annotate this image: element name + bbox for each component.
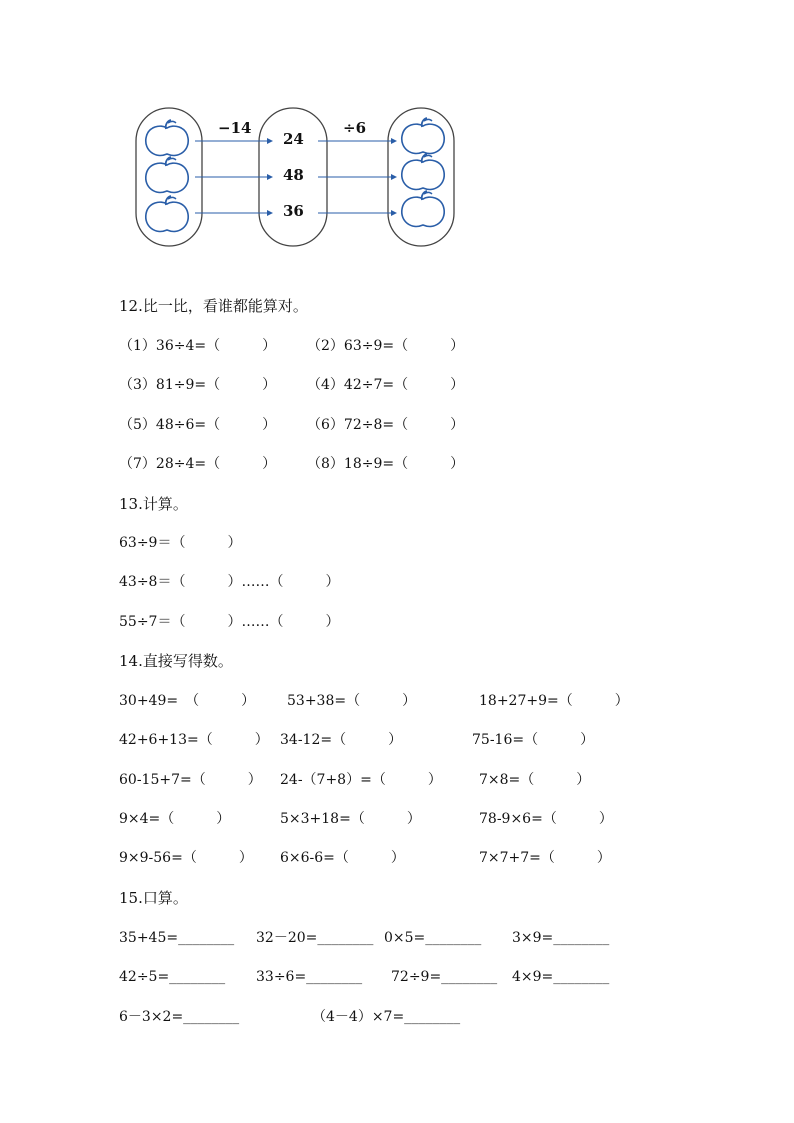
mapping-diagram bbox=[133, 104, 463, 250]
q15-item: 6－3×2=________ bbox=[119, 1009, 240, 1025]
q13-item: 63÷9＝（ ） bbox=[119, 535, 242, 551]
q12-item: （8）18÷9=（ ） bbox=[307, 456, 465, 472]
apple-icon bbox=[146, 196, 188, 231]
q15-item: 33÷6=________ bbox=[256, 969, 363, 985]
q15-item: 3×9=________ bbox=[512, 930, 610, 946]
right-operator-label: ÷6 bbox=[343, 119, 367, 137]
figure-number: 24 bbox=[283, 130, 304, 148]
q12-item: （4）42÷7=（ ） bbox=[307, 377, 465, 393]
apple-icon bbox=[402, 191, 444, 226]
q14-item: 53+38=（ ） bbox=[287, 693, 417, 709]
question-14-title: 14.直接写得数。 bbox=[119, 652, 233, 670]
apple-icon bbox=[146, 157, 188, 192]
question-15-title: 15.口算。 bbox=[119, 889, 188, 907]
q12-item: （2）63÷9=（ ） bbox=[307, 338, 465, 354]
apple-number-mapping-figure bbox=[133, 104, 463, 250]
q14-item: 24-（7+8）=（ ） bbox=[280, 772, 442, 788]
q15-item: （4－4）×7=________ bbox=[312, 1009, 461, 1025]
figure-number: 48 bbox=[283, 166, 304, 184]
q14-item: 18+27+9=（ ） bbox=[479, 693, 629, 709]
q12-item: （6）72÷8=（ ） bbox=[307, 417, 465, 433]
q14-item: 30+49= （ ） bbox=[119, 693, 256, 709]
apple-icon bbox=[402, 154, 444, 189]
q12-item: （7）28÷4=（ ） bbox=[119, 456, 277, 472]
q14-item: 78-9×6=（ ） bbox=[479, 811, 613, 827]
q15-item: 35+45=________ bbox=[119, 930, 235, 946]
q14-item: 42+6+13=（ ） bbox=[119, 732, 269, 748]
left-operator-label: −14 bbox=[218, 119, 252, 137]
q14-item: 7×7+7=（ ） bbox=[479, 850, 611, 866]
q15-item: 72÷9=________ bbox=[391, 969, 498, 985]
q14-item: 75-16=（ ） bbox=[472, 732, 595, 748]
q15-item: 42÷5=________ bbox=[119, 969, 226, 985]
q14-item: 9×9-56=（ ） bbox=[119, 850, 253, 866]
q14-item: 5×3+18=（ ） bbox=[280, 811, 421, 827]
apple-icon bbox=[402, 118, 444, 153]
q14-item: 9×4=（ ） bbox=[119, 811, 231, 827]
q12-item: （1）36÷4=（ ） bbox=[119, 338, 277, 354]
figure-number: 36 bbox=[283, 202, 304, 220]
q14-item: 60-15+7=（ ） bbox=[119, 772, 262, 788]
q15-item: 32－20=________ bbox=[256, 930, 374, 946]
q12-item: （5）48÷6=（ ） bbox=[119, 417, 277, 433]
apple-icon bbox=[146, 120, 188, 155]
q13-item: 43÷8＝（ ）……（ ） bbox=[119, 574, 340, 590]
q14-item: 7×8=（ ） bbox=[479, 772, 591, 788]
q13-item: 55÷7＝（ ）……（ ） bbox=[119, 614, 340, 630]
q15-item: 4×9=________ bbox=[512, 969, 610, 985]
q15-item: 0×5=________ bbox=[384, 930, 482, 946]
q14-item: 6×6-6=（ ） bbox=[280, 850, 405, 866]
question-12-title: 12.比一比，看谁都能算对。 bbox=[119, 297, 308, 315]
q14-item: 34-12=（ ） bbox=[280, 732, 403, 748]
q12-item: （3）81÷9=（ ） bbox=[119, 377, 277, 393]
question-13-title: 13.计算。 bbox=[119, 495, 188, 513]
